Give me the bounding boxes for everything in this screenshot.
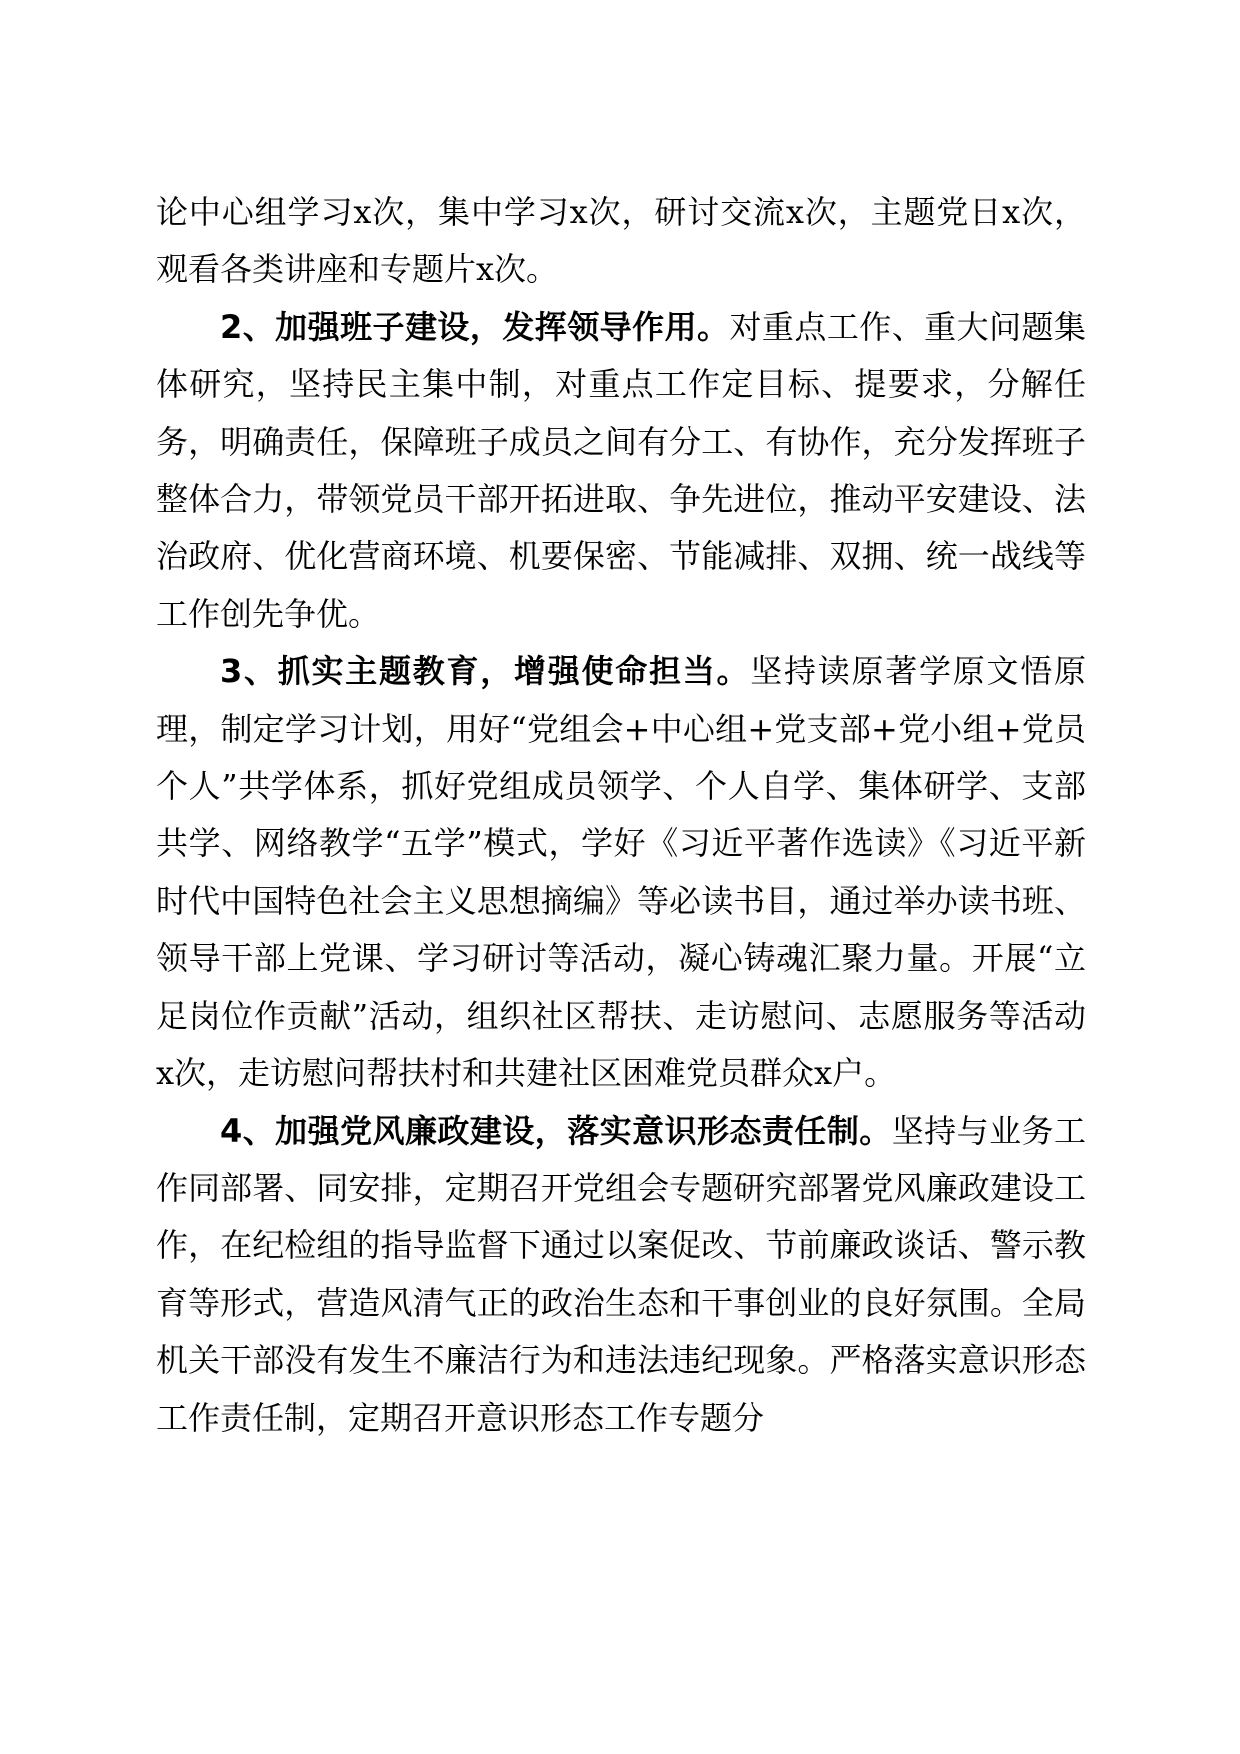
paragraph-heading: 3、抓实主题教育，增强使命担当。	[220, 652, 751, 691]
document-body	[156, 184, 1086, 1447]
paragraph-theme-education	[156, 643, 1086, 1102]
paragraph-body: 坚持读原著学原文悟原理，制定学习计划，用好“党组会+中心组+党支部+党小组+党员个人”共学体系，抓好党组成员领学、个人自学、集体研学、支部共学、网络教学“五学”模式，学好《习近平著作选读》《习近平新时代中国特色社会主义思想摘编》等必读书目，通过举办读书班、领导干部上党课、学习研讨等活动，凝心铸魂汇聚力量。开展“立足岗位作贡献”活动，组织社区帮扶、走访慰问、志愿服务等活动x次，走访慰问帮扶村和共建社区困难党员群众x户。	[156, 652, 1086, 1093]
paragraph-body: 坚持与业务工作同部署、同安排，定期召开党组会专题研究部署党风廉政建设工作，在纪检组的指导监督下通过以案促改、节前廉政谈话、警示教育等形式，营造风清气正的政治生态和干事创业的良好氛围。全局机关干部没有发生不廉洁行为和违法违纪现象。严格落实意识形态工作责任制，定期召开意识形态工作专题分	[156, 1111, 1086, 1437]
paragraph-integrity-ideology	[156, 1103, 1086, 1447]
paragraph-heading: 4、加强党风廉政建设，落实意识形态责任制。	[220, 1111, 892, 1150]
paragraph-heading: 2、加强班子建设，发挥领导作用。	[220, 307, 730, 346]
paragraph-body: 论中心组学习x次，集中学习x次，研讨交流x次，主题党日x次，观看各类讲座和专题片x次。	[156, 193, 1086, 289]
paragraph-study-summary	[156, 184, 1086, 299]
paragraph-body: 对重点工作、重大问题集体研究，坚持民主集中制，对重点工作定目标、提要求，分解任务，明确责任，保障班子成员之间有分工、有协作，充分发挥班子整体合力，带领党员干部开拓进取、争先进位，推动平安建设、法治政府、优化营商环境、机要保密、节能减排、双拥、统一战线等工作创先争优。	[156, 307, 1086, 633]
paragraph-team-building	[156, 299, 1086, 643]
